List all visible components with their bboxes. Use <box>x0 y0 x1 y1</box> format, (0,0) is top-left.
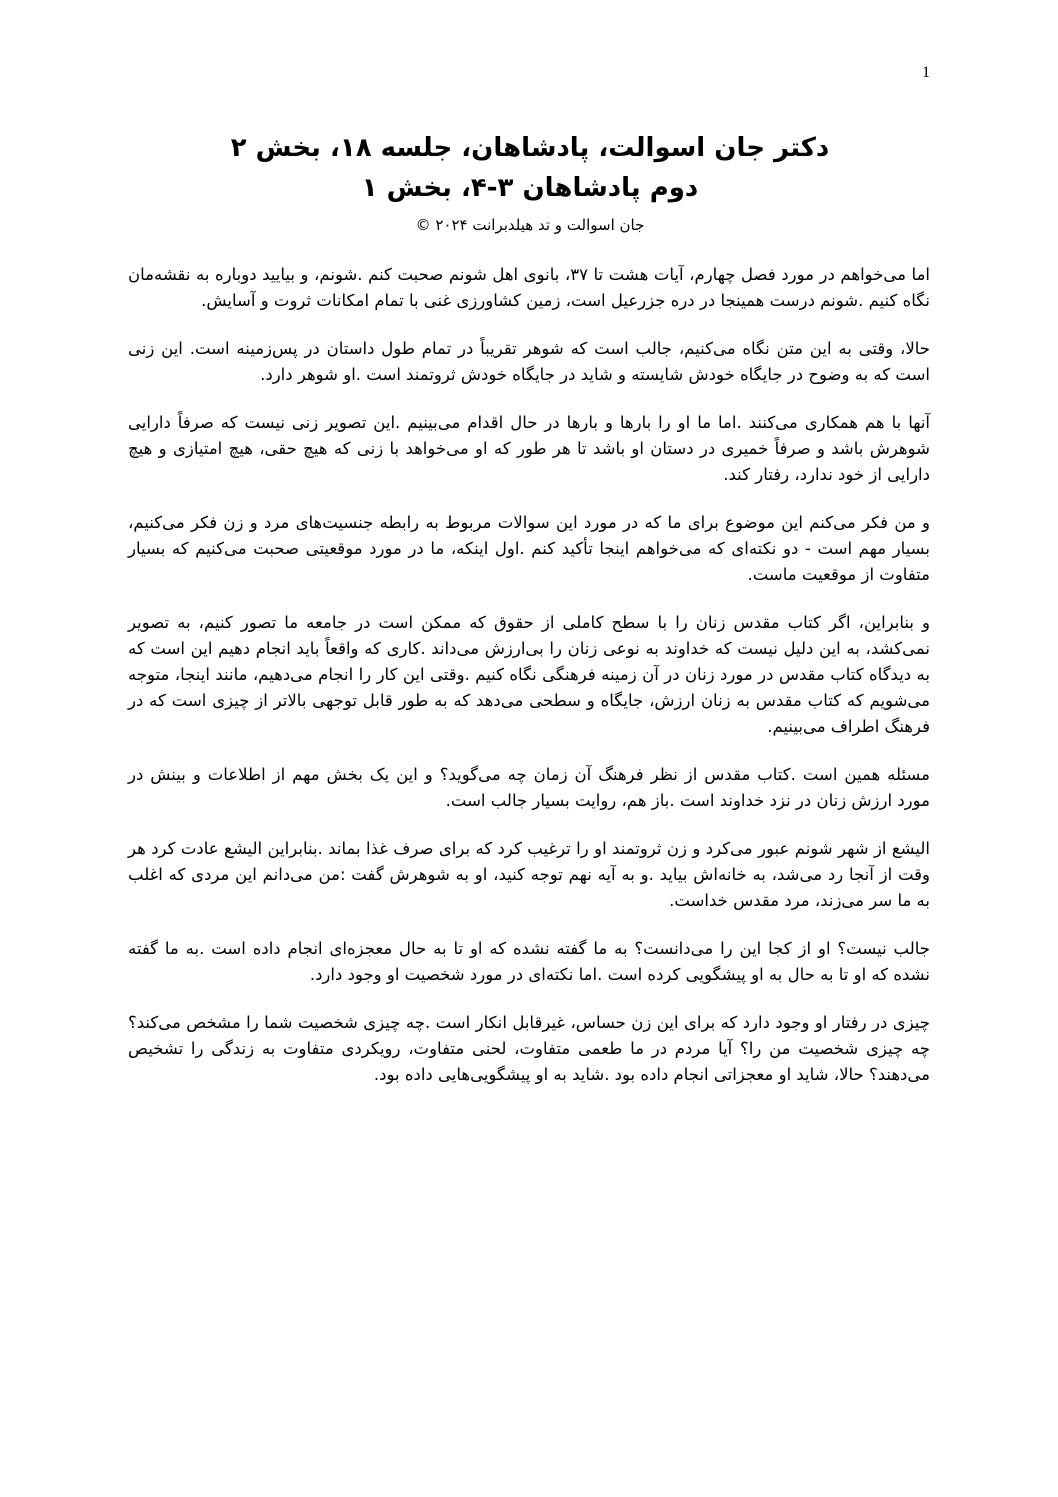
paragraph-8: جالب نیست؟ او از کجا این را می‌دانست؟ به ما گفته نشده که او تا به حال معجزه‌ای انجام داده است .به ما گفته نشده که او تا به حال به او پیشگویی کرده است .اما نکته‌ای در مورد شخصیت او وجود دارد. <box>128 939 930 984</box>
page-number: 1 <box>922 64 930 81</box>
document-body <box>128 262 930 1110</box>
paragraph-6: مسئله همین است .کتاب مقدس از نظر فرهنگ آن زمان چه می‌گوید؟ و این یک بخش مهم از اطلاعات و بینش در مورد ارزش زنان در نزد خداوند است .باز هم، روایت بسیار جالب است. <box>128 765 930 810</box>
paragraph-2: حالا، وقتی به این متن نگاه می‌کنیم، جالب است که شوهر تقریباً در تمام طول داستان در پس‌زمینه است. این زنی است که به وضوح در جایگاه خودش شایسته و شاید در جایگاه خودش ثروتمند است .او شوهر دارد. <box>128 339 930 384</box>
title-line-1: دکتر جان اسوالت، پادشاهان، جلسه ۱۸، بخش ۲ <box>230 133 830 163</box>
paragraph-4: و من فکر می‌کنم این موضوع برای ما که در مورد این سوالات مربوط به رابطه جنسیت‌های مرد و زن فکر می‌کنیم، بسیار مهم است - دو نکته‌ای که می‌خواهم اینجا تأکید کنم .اول اینکه، ما در مورد موقعیتی صحبت می‌کنیم که بسیار متفاوت از موقعیت ماست. <box>128 513 930 584</box>
title-line-2: دوم پادشاهان ۳-۴، بخش ۱ <box>361 173 699 203</box>
paragraph-7: الیشع از شهر شونم عبور می‌کرد و زن ثروتمند او را ترغیب کرد که برای صرف غذا بماند .بنابراین الیشع عادت کرد هر وقت از آنجا رد می‌شد، به خانه‌اش بیاید .و به آیه نهم توجه کنید، او به شوهرش گفت :من می‌دانم این مردی که اغلب به ما سر می‌زند، مرد مقدس خداست. <box>128 839 930 910</box>
copyright-line: جان اسوالت و تد هیلدبرانت ۲۰۲۴ © <box>415 216 645 234</box>
paragraph-5: و بنابراین، اگر کتاب مقدس زنان را با سطح کاملی از حقوق که ممکن است در جامعه ما تصور کنیم، به تصویر نمی‌کشد، به این دلیل نیست که خداوند به نوعی زنان را بی‌ارزش می‌داند .کاری که واقعاً باید انجام دهیم این است که به دیدگاه کتاب مقدس در مورد زنان در آن زمینه فرهنگی نگاه کنیم .وقتی این کار را انجام می‌دهیم، مانند اینجا، متوجه می‌شویم که کتاب مقدس به زنان ارزش، جایگاه و سطحی می‌دهد که به طور قابل توجهی بالاتر از چیزی است که در فرهنگ اطراف می‌بینیم. <box>128 613 930 736</box>
paragraph-9: چیزی در رفتار او وجود دارد که برای این زن حساس، غیرقابل انکار است .چه چیزی شخصیت شما را مشخص می‌کند؟ چه چیزی شخصیت من را؟ آیا مردم در ما طعمی متفاوت، لحنی متفاوت، رویکردی متفاوت به زندگی را تشخیص می‌دهند؟ حالا، شاید او معجزاتی انجام داده بود .شاید به او پیشگویی‌هایی داده بود. <box>128 1013 930 1084</box>
paragraph-3: آنها با هم همکاری می‌کنند .اما ما او را بارها و بارها در حال اقدام می‌بینیم .این تصویر زنی نیست که صرفاً دارایی شوهرش باشد و صرفاً خمیری در دستان او باشد تا هر طور که او می‌خواهد با زنی که هیچ حقی، هیچ امتیازی و هیچ دارایی از خود ندارد، رفتار کند. <box>128 413 930 484</box>
document-header <box>120 128 940 236</box>
document-title <box>120 128 940 208</box>
paragraph-1: اما می‌خواهم در مورد فصل چهارم، آیات هشت تا ۳۷، بانوی اهل شونم صحبت کنم .شونم، و بیایید دوباره به نقشه‌مان نگاه کنیم .شونم درست همینجا در دره جزرعیل است، زمین کشاورزی غنی با تمام امکانات ثروت و آسایش. <box>128 265 930 310</box>
